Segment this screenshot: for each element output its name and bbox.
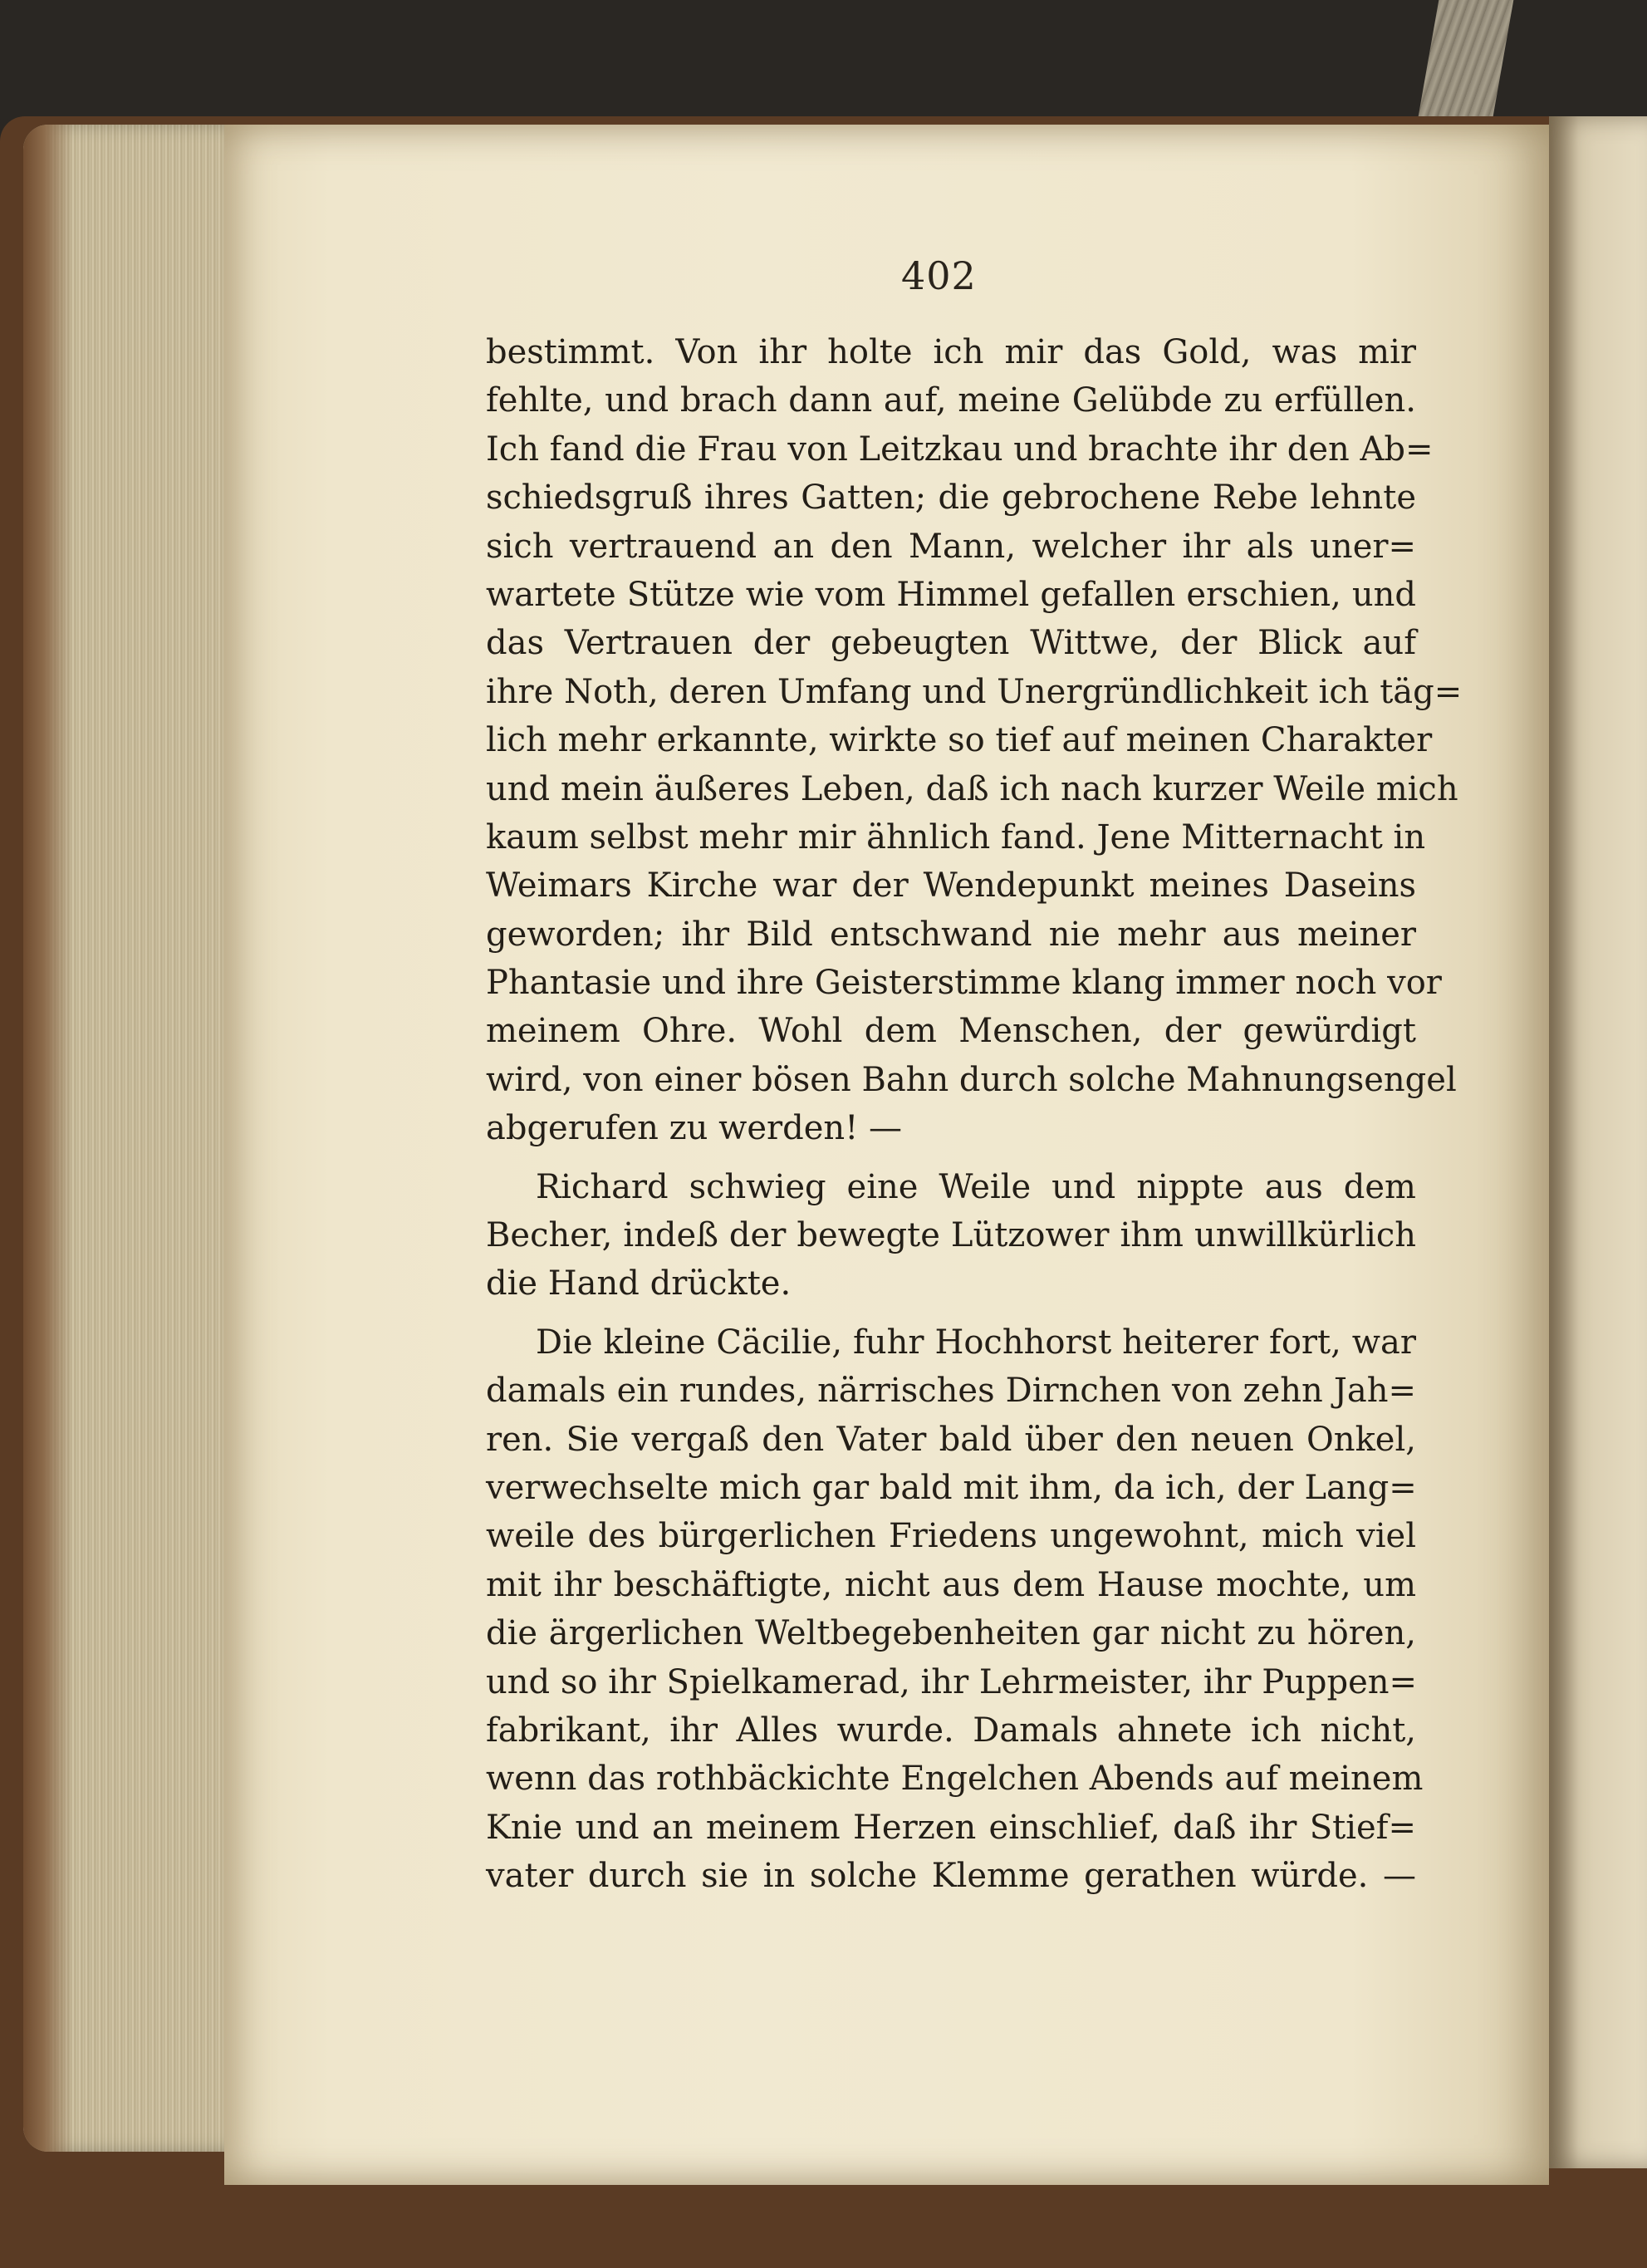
text-line: Die kleine Cäcilie, fuhr Hochhorst heiterer fort, war [536, 1323, 1416, 1362]
text-line: und mein äußeres Leben, daß ich nach kurzer Weile mich [486, 769, 1458, 808]
text-line: sich vertrauend an den Mann, welcher ihr als uner= [486, 527, 1416, 566]
text-line: ihre Noth, deren Umfang und Unergründlichkeit ich täg= [486, 672, 1463, 711]
page-number: 402 [901, 253, 977, 298]
text-line: lich mehr erkannte, wirkte so tief auf meinen Charakter [486, 721, 1433, 760]
page-text [486, 328, 1463, 1901]
text-line: geworden; ihr Bild entschwand nie mehr aus meiner [486, 915, 1416, 954]
spine-shadow [23, 125, 73, 2152]
text-line: bestimmt. Von ihr holte ich mir das Gold, was mir [486, 333, 1416, 371]
text-line: Becher, indeß der bewegte Lützower ihm unwillkürlich [486, 1216, 1416, 1255]
text-line: vater durch sie in solche Klemme gerathen würde. — [486, 1857, 1416, 1896]
text-line: fabrikant, ihr Alles wurde. Damals ahnete ich nicht, [486, 1711, 1416, 1750]
paragraph-gap [486, 1308, 1416, 1318]
text-line: Richard schwieg eine Weile und nippte aus dem [536, 1167, 1416, 1206]
text-line: Ich fand die Frau von Leitzkau und brachte ihr den Ab= [486, 430, 1434, 469]
text-line: meinem Ohre. Wohl dem Menschen, der gewürdigt [486, 1012, 1416, 1051]
text-line: das Vertrauen der gebeugten Wittwe, der Blick auf [486, 624, 1416, 663]
text-line: weile des bürgerlichen Friedens ungewohnt, mich viel [486, 1517, 1416, 1556]
paragraph-gap [486, 1153, 1416, 1163]
bookmark-ribbon [1419, 0, 1514, 116]
text-line: ren. Sie vergaß den Vater bald über den neuen Onkel, [486, 1420, 1416, 1459]
text-line: die Hand drückte. [486, 1264, 792, 1303]
text-line: mit ihr beschäftigte, nicht aus dem Hause mochte, um [486, 1565, 1416, 1604]
text-line: wenn das rothbäckichte Engelchen Abends auf meinem [486, 1760, 1424, 1799]
text-line: fehlte, und brach dann auf, meine Gelübde zu erfüllen. [486, 381, 1416, 420]
text-line: Weimars Kirche war der Wendepunkt meines Daseins [486, 866, 1416, 906]
text-line: und so ihr Spielkamerad, ihr Lehrmeister, ihr Puppen= [486, 1662, 1418, 1701]
text-line: Phantasie und ihre Geisterstimme klang immer noch vor [486, 964, 1442, 1003]
facing-page [1549, 116, 1647, 2168]
text-line: wartete Stütze wie vom Himmel gefallen erschien, und [486, 575, 1416, 614]
text-line: abgerufen zu werden! — [486, 1109, 902, 1148]
text-line: verwechselte mich gar bald mit ihm, da ich, der Lang= [486, 1468, 1417, 1507]
text-line: Knie und an meinem Herzen einschlief, daß ihr Stief= [486, 1808, 1416, 1847]
text-line: kaum selbst mehr mir ähnlich fand. Jene Mitternacht in [486, 817, 1426, 857]
text-line: schiedsgruß ihres Gatten; die gebrochene Rebe lehnte [486, 479, 1416, 518]
text-line: wird, von einer bösen Bahn durch solche Mahnungsengel [486, 1060, 1457, 1099]
text-line: damals ein rundes, närrisches Dirnchen von zehn Jah= [486, 1372, 1416, 1411]
text-line: die ärgerlichen Weltbegebenheiten gar nicht zu hören, [486, 1614, 1416, 1653]
